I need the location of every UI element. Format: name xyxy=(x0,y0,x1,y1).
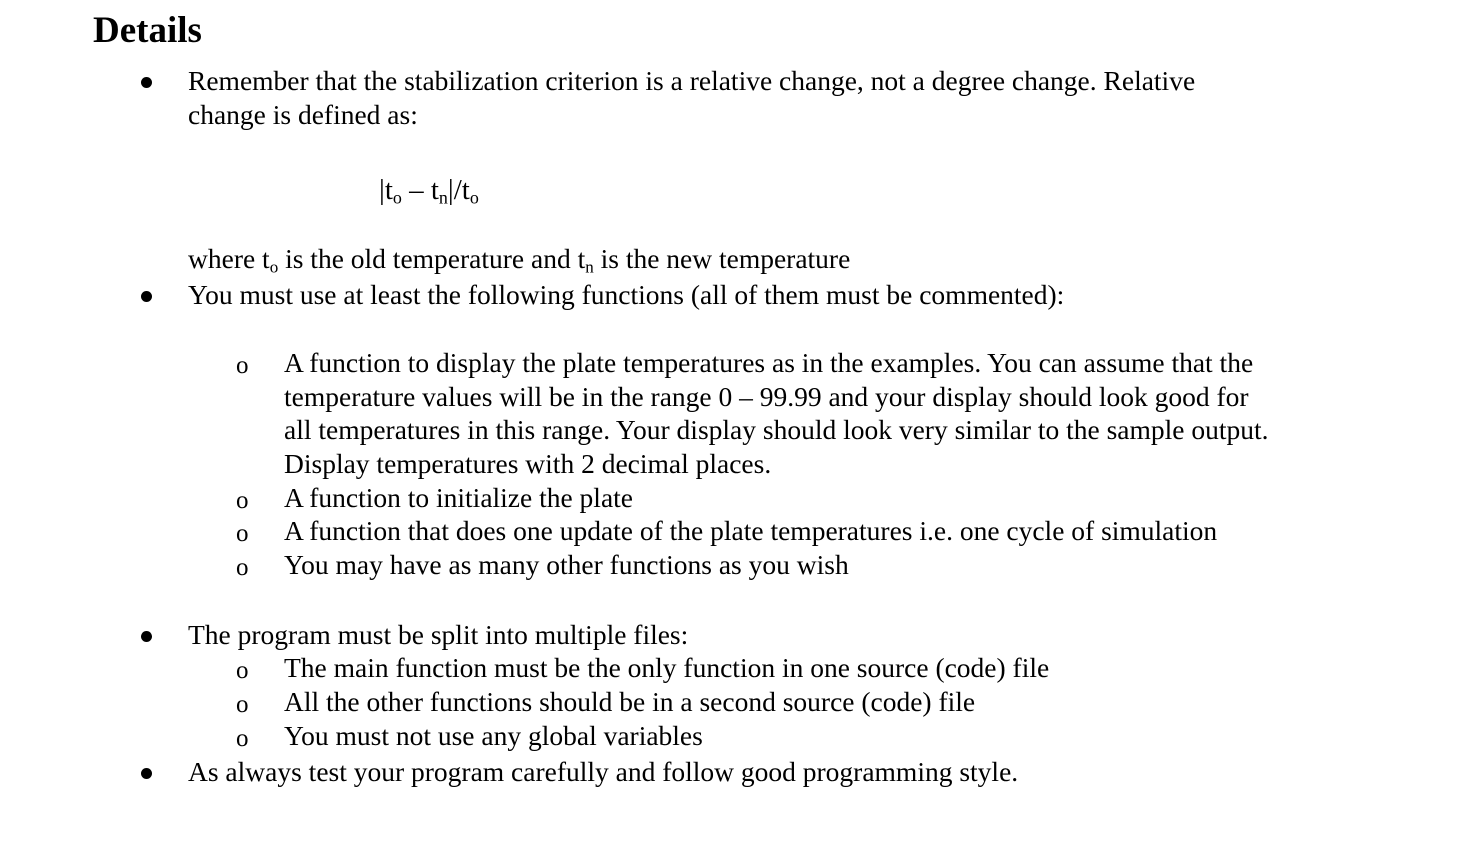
bullet-marker xyxy=(141,77,152,88)
sub-item-3: A function that does one update of the plate temperatures i.e. one cycle of simulation xyxy=(284,515,1218,546)
bullet-2-text: You must use at least the following functions (all of them must be commented): xyxy=(188,279,1065,310)
where-definition: where $t_o$ is the old temperature and $t_n$ is the new temperature xyxy=(188,243,851,277)
sub-item-1-line-3: all temperatures in this range. Your display should look very similar to the sample output. xyxy=(284,414,1269,445)
sub-item-1-line-2: temperature values will be in the range 0 – 99.99 and your display should look good for xyxy=(284,381,1249,412)
sub-item-1-line-4: Display temperatures with 2 decimal places. xyxy=(284,448,772,479)
sub-bullet-marker: o xyxy=(236,352,249,379)
section-heading: Details xyxy=(93,10,202,51)
bullet-3-sub-item-1: The main function must be the only function in one source (code) file xyxy=(284,652,1050,683)
relative-change-formula: $|t_o - t_n|/t_o$ xyxy=(379,174,479,208)
bullet-3-sub-item-2: All the other functions should be in a second source (code) file xyxy=(284,686,976,717)
sub-bullet-marker: o xyxy=(236,691,249,718)
sub-item-1-line-1: A function to display the plate temperatures as in the examples. You can assume that the xyxy=(284,347,1254,378)
bullet-marker xyxy=(141,631,152,642)
bullet-marker xyxy=(141,768,152,779)
bullet-1-line-1: Remember that the stabilization criterion is a relative change, not a degree change. Relative xyxy=(188,65,1196,96)
sub-item-4: You may have as many other functions as you wish xyxy=(284,549,849,580)
sub-bullet-marker: o xyxy=(236,725,249,752)
bullet-4-text: As always test your program carefully and follow good programming style. xyxy=(188,756,1019,787)
bullet-1-line-2: change is defined as: xyxy=(188,99,418,130)
sub-bullet-marker: o xyxy=(236,520,249,547)
sub-bullet-marker: o xyxy=(236,657,249,684)
bullet-marker xyxy=(141,291,152,302)
sub-bullet-marker: o xyxy=(236,554,249,581)
bullet-3-text: The program must be split into multiple files: xyxy=(188,619,689,650)
bullet-3-sub-item-3: You must not use any global variables xyxy=(284,720,703,751)
sub-item-2: A function to initialize the plate xyxy=(284,482,634,513)
sub-bullet-marker: o xyxy=(236,487,249,514)
